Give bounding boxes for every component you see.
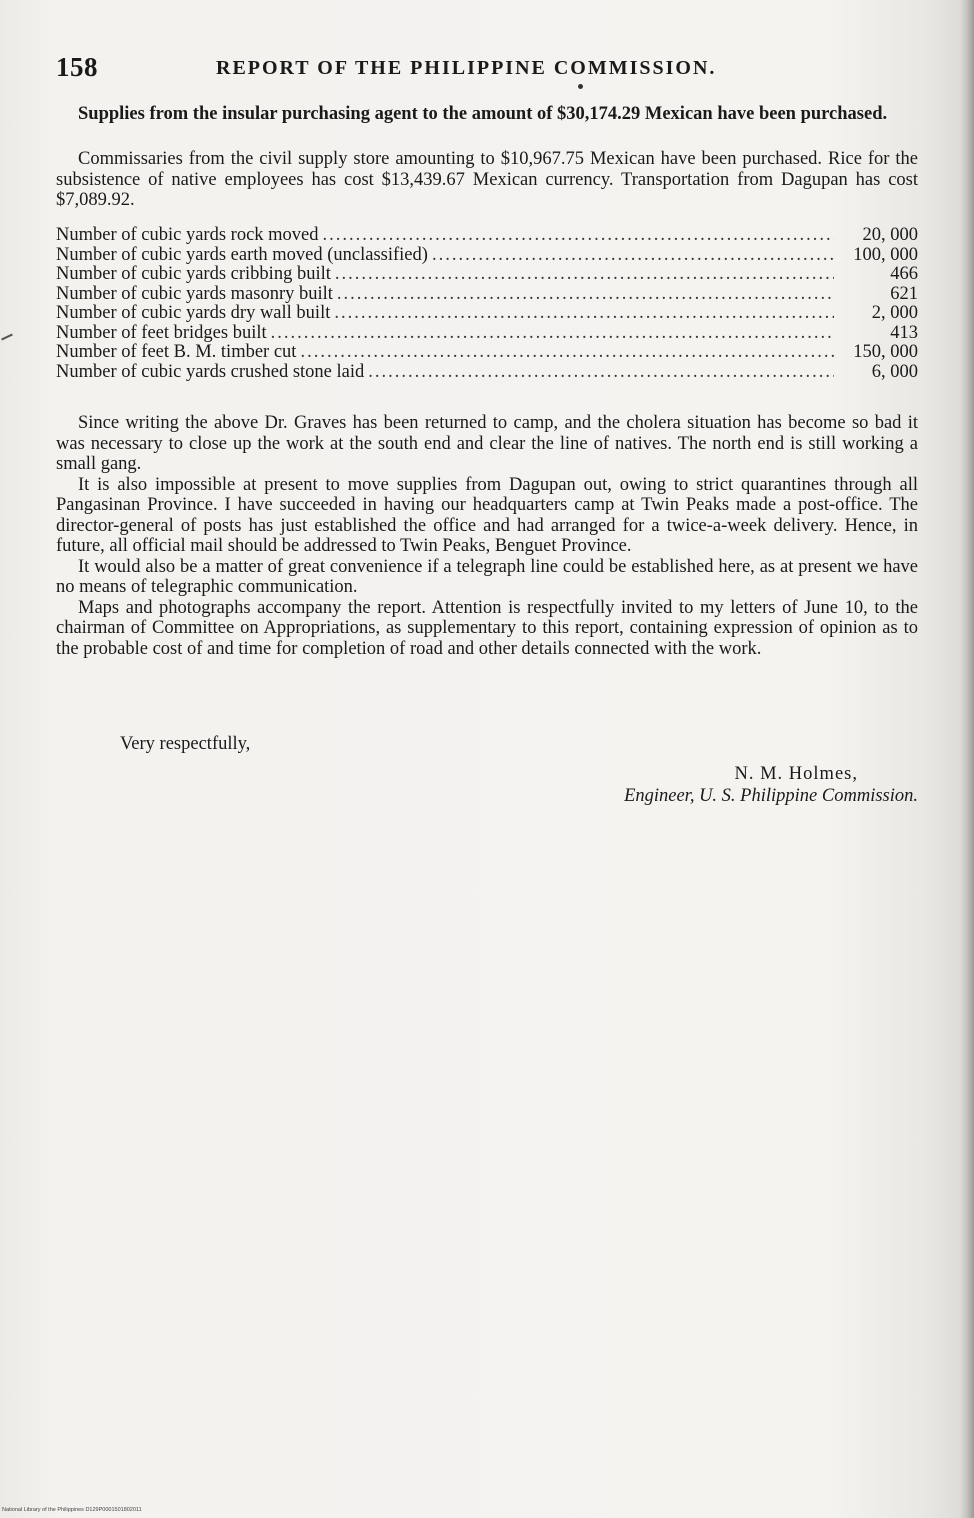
dot-leader — [334, 304, 834, 324]
signatory-title: Engineer, U. S. Philippine Commission. — [624, 786, 918, 806]
running-head: REPORT OF THE PHILIPPINE COMMISSION. — [216, 57, 717, 79]
paragraph-1-block — [56, 104, 918, 125]
dot-leader — [335, 265, 834, 285]
paragraph-telegraph: It would also be a matter of great convenience if a telegraph line could be established here, as at present we have no means of telegraphic communication. — [56, 556, 918, 597]
stat-row — [56, 285, 918, 305]
stat-label: Number of cubic yards cribbing built — [56, 264, 331, 284]
work-statistics-table — [56, 226, 918, 382]
dot-leader — [300, 343, 834, 363]
stat-row — [56, 304, 918, 324]
stat-value: 20, 000 — [862, 225, 918, 245]
stat-row — [56, 246, 918, 266]
margin-mark — [1, 334, 13, 341]
stat-row — [56, 324, 918, 344]
stat-value: 150, 000 — [853, 342, 918, 362]
paragraph-maps: Maps and photographs accompany the report. Attention is respectfully invited to my letters of June 10, to the chairman of Committee on Appropriations, as supplementary to this report, containing expression of opinion as to the probable cost of and time for completion of road and other details connected with the work. — [56, 597, 918, 659]
stat-value: 621 — [890, 283, 918, 304]
dot-leader — [271, 324, 834, 344]
stat-label: Number of cubic yards masonry built — [56, 283, 333, 304]
paragraph-quarantine: It is also impossible at present to move supplies from Dagupan out, owing to strict quarantines through all Pangasinan Province. I have succeeded in having our headquarters camp at Twin Peaks made a post-office. The director-general of posts has just established the office and had arranged for a twice-a-week delivery. Hence, in future, all official mail should be addressed to Twin Peaks, Benguet Province. — [56, 474, 918, 556]
dot-leader — [432, 246, 834, 266]
stat-label: Number of feet bridges built — [56, 322, 267, 343]
stat-row — [56, 265, 918, 285]
salutation: Very respectfully, — [120, 734, 251, 754]
scan-credit: National Library of the Philippines D129P0001501802011 — [2, 1507, 142, 1513]
signatory-name: N. M. Holmes, — [734, 764, 858, 784]
stat-value: 466 — [890, 264, 918, 284]
paragraph-2-block — [56, 149, 918, 211]
stat-value: 6, 000 — [871, 361, 918, 382]
paragraph-commissaries: Commissaries from the civil supply store amounting to $10,967.75 Mexican have been purchased. Rice for the subsistence of native employees has cost $13,439.67 Mexican currency. Transportation from Dagupan has cost $7,089.92. — [56, 149, 918, 210]
stat-label: Number of feet B. M. timber cut — [56, 342, 297, 362]
paragraph-cholera: Since writing the above Dr. Graves has been returned to camp, and the cholera situation has become so bad it was necessary to close up the work at the south end and clear the line of natives. The north end is still working a small gang. — [56, 413, 918, 474]
dot-leader — [368, 363, 834, 383]
stat-value: 413 — [890, 322, 918, 343]
stat-row — [56, 363, 918, 383]
stat-label: Number of cubic yards crushed stone laid — [56, 361, 365, 382]
paragraph-supplies: Supplies from the insular purchasing agent to the amount of $30,174.29 Mexican have been purchased. — [78, 104, 888, 124]
signature-block — [56, 733, 918, 807]
dot-leader — [337, 285, 834, 305]
stat-value: 2, 000 — [871, 303, 918, 323]
stat-label: Number of cubic yards rock moved — [56, 225, 319, 245]
stat-label: Number of cubic yards earth moved (unclassified) — [56, 244, 428, 265]
stat-row — [56, 226, 918, 246]
dot-leader — [323, 226, 834, 246]
stat-value: 100, 000 — [853, 244, 918, 265]
page-edge-shadow — [960, 0, 974, 1518]
page-header — [56, 52, 916, 86]
closing-paragraphs-block — [56, 413, 918, 659]
stat-label: Number of cubic yards dry wall built — [56, 303, 331, 323]
page-number: 158 — [56, 52, 98, 82]
stat-row — [56, 343, 918, 363]
ink-dot — [578, 84, 583, 89]
